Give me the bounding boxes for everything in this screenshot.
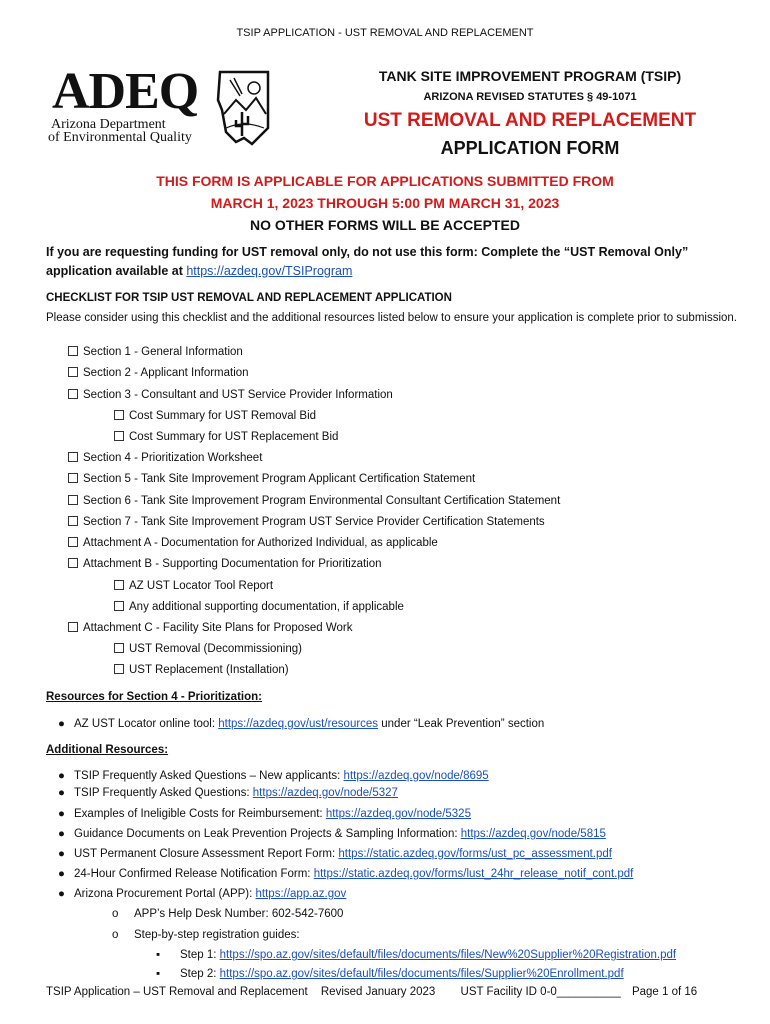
checklist-item-label: Section 7 - Tank Site Improvement Program UST Service Provider Certification Statements — [83, 516, 545, 528]
resource-link[interactable]: https://static.azdeq.gov/forms/ust_pc_assessment.pdf — [338, 848, 612, 860]
resource-link[interactable]: https://spo.az.gov/sites/default/files/documents/files/Supplier%20Enrollment.pdf — [219, 968, 624, 980]
resource-item — [58, 787, 398, 799]
checkbox[interactable] — [68, 495, 78, 505]
checklist-item-label: Section 4 - Prioritization Worksheet — [83, 452, 263, 464]
checkbox[interactable] — [114, 664, 124, 674]
checkbox[interactable] — [68, 516, 78, 526]
checklist-item-label: Section 3 - Consultant and UST Service Provider Information — [83, 389, 393, 401]
resource-text: Step 2: — [180, 968, 220, 980]
resource-link[interactable]: https://spo.az.gov/sites/default/files/documents/files/New%20Supplier%20Registration.pdf — [219, 949, 677, 961]
prioritization-item — [58, 718, 544, 730]
resource-text: TSIP Frequently Asked Questions – New applicants: — [74, 770, 344, 782]
bullet-icon: ▪ — [156, 949, 161, 961]
additional-resources-heading: Additional Resources: — [46, 744, 169, 756]
resource-item — [58, 848, 612, 860]
footer-doc-title: TSIP Application – UST Removal and Replacement — [46, 986, 308, 998]
resource-item — [58, 828, 606, 840]
resource-text: Step 1: — [180, 949, 220, 961]
checklist-item-label: Attachment A - Documentation for Authorized Individual, as applicable — [83, 537, 438, 549]
form-name: UST REMOVAL AND REPLACEMENT — [363, 110, 697, 131]
resource-link[interactable]: https://azdeq.gov/node/5327 — [252, 787, 398, 799]
resource-text: Guidance Documents on Leak Prevention Projects & Sampling Information: — [74, 828, 461, 840]
bullet-icon: ● — [58, 888, 65, 900]
resource-item — [112, 908, 343, 920]
checklist-item — [114, 643, 302, 655]
checkbox[interactable] — [68, 367, 78, 377]
resource-link[interactable]: https://app.az.gov — [255, 888, 347, 900]
bullet-icon: ● — [58, 828, 65, 840]
checklist-item — [68, 367, 249, 379]
bullet-icon: o — [112, 908, 119, 920]
checklist-item — [68, 346, 243, 358]
resource-text: Examples of Ineligible Costs for Reimbursement: — [74, 808, 326, 820]
checklist-item-label: Attachment B - Supporting Documentation for Prioritization — [83, 558, 382, 570]
checklist-item-label: UST Removal (Decommissioning) — [129, 643, 302, 655]
checkbox[interactable] — [114, 580, 124, 590]
checkbox[interactable] — [114, 643, 124, 653]
program-title: TANK SITE IMPROVEMENT PROGRAM (TSIP) — [378, 68, 682, 84]
resource-item — [58, 770, 489, 782]
resource-item — [156, 968, 624, 980]
resource-text: APP’s Help Desk Number: 602-542-7600 — [134, 908, 344, 920]
checklist-item — [68, 452, 262, 464]
checklist-item — [68, 537, 438, 549]
prioritization-text: AZ UST Locator online tool: — [74, 718, 219, 730]
checkbox[interactable] — [68, 473, 78, 483]
checklist-item-label: Section 6 - Tank Site Improvement Program Environmental Consultant Certification Statement — [83, 495, 561, 507]
resource-link[interactable]: https://azdeq.gov/node/8695 — [343, 770, 489, 782]
prioritization-suffix: under “Leak Prevention” section — [378, 718, 545, 730]
resource-item — [58, 888, 346, 900]
adeq-logo — [48, 63, 276, 148]
checklist-item-label: Attachment C - Facility Site Plans for Proposed Work — [83, 622, 353, 634]
checklist-item — [114, 431, 338, 443]
resource-item — [156, 949, 676, 961]
resource-link[interactable]: https://azdeq.gov/node/5325 — [325, 808, 471, 820]
checklist-item — [68, 558, 382, 570]
checklist-item — [68, 473, 475, 485]
notice-line1: THIS FORM IS APPLICABLE FOR APPLICATIONS SUBMITTED FROM — [156, 173, 614, 189]
running-header: TSIP APPLICATION - UST REMOVAL AND REPLACEMENT — [236, 27, 534, 39]
checklist-item — [68, 622, 353, 634]
resource-item — [58, 868, 633, 880]
logo-dept-line2: of Environmental Quality — [48, 130, 192, 145]
ust-resources-link[interactable]: https://azdeq.gov/ust/resources — [218, 718, 379, 730]
prioritization-heading: Resources for Section 4 - Prioritization: — [46, 691, 262, 703]
checkbox[interactable] — [114, 410, 124, 420]
bullet-icon: ▪ — [156, 968, 161, 980]
checkbox[interactable] — [68, 537, 78, 547]
checkbox[interactable] — [114, 601, 124, 611]
checklist-item — [114, 580, 273, 592]
checkbox[interactable] — [68, 452, 78, 462]
notice-line3: NO OTHER FORMS WILL BE ACCEPTED — [250, 217, 520, 233]
checklist-item-label: AZ UST Locator Tool Report — [129, 580, 274, 592]
footer-page-number: Page 1 of 16 — [631, 986, 698, 998]
page-footer — [46, 986, 746, 998]
checklist-item-label: UST Replacement (Installation) — [129, 664, 289, 676]
logo-wordmark: ADEQ — [52, 63, 199, 120]
resource-text: Arizona Procurement Portal (APP): — [74, 888, 256, 900]
bullet-icon: o — [112, 929, 119, 941]
resource-link[interactable]: https://static.azdeq.gov/forms/lust_24hr_release_notif_cont.pdf — [313, 868, 634, 880]
resource-item — [112, 929, 300, 941]
checklist-item — [68, 495, 560, 507]
checklist-description: Please consider using this checklist and the additional resources listed below to ensure your application is complete prior to submission. — [46, 312, 738, 324]
checklist-item-label: Cost Summary for UST Removal Bid — [129, 410, 317, 422]
checklist-heading: CHECKLIST FOR TSIP UST REMOVAL AND REPLACEMENT APPLICATION — [46, 292, 452, 304]
notice-line2: MARCH 1, 2023 THROUGH 5:00 PM MARCH 31, 2023 — [210, 195, 560, 211]
resource-text: UST Permanent Closure Assessment Report Form: — [74, 848, 339, 860]
resource-text: TSIP Frequently Asked Questions: — [74, 787, 253, 799]
checkbox[interactable] — [114, 431, 124, 441]
checklist-item — [114, 601, 404, 613]
bullet-icon: ● — [58, 718, 65, 730]
arizona-state-emblem-icon — [216, 70, 272, 146]
statute-line: ARIZONA REVISED STATUTES § 49-1071 — [423, 91, 637, 103]
checklist-item-label: Cost Summary for UST Replacement Bid — [129, 431, 339, 443]
tsip-program-link[interactable]: https://azdeq.gov/TSIProgram — [186, 264, 353, 278]
bullet-icon: ● — [58, 770, 65, 782]
footer-revised: Revised January 2023 — [320, 986, 436, 998]
bullet-icon: ● — [58, 808, 65, 820]
checklist-item — [114, 410, 316, 422]
logo-dept-line1: Arizona Department — [51, 117, 166, 132]
checklist-item — [68, 389, 393, 401]
checklist-item-label: Section 5 - Tank Site Improvement Program Applicant Certification Statement — [83, 473, 476, 485]
checkbox[interactable] — [68, 622, 78, 632]
bullet-icon: ● — [58, 848, 65, 860]
form-type: APPLICATION FORM — [440, 138, 620, 158]
checklist-item-label: Section 2 - Applicant Information — [83, 367, 249, 379]
footer-facility-id: UST Facility ID 0-0__________ — [460, 986, 621, 998]
resource-text: 24-Hour Confirmed Release Notification Form: — [74, 868, 314, 880]
resource-item — [58, 808, 471, 820]
checklist-item-label: Section 1 - General Information — [83, 346, 243, 358]
checklist-item — [68, 516, 545, 528]
checklist-item-label: Any additional supporting documentation, if applicable — [129, 601, 404, 613]
intro-text: If you are requesting funding for UST removal only, do not use this form: Complete the “UST Removal Only” application available at — [46, 245, 689, 278]
intro-paragraph — [46, 243, 746, 281]
resource-text: Step-by-step registration guides: — [134, 929, 300, 941]
bullet-icon: ● — [58, 787, 65, 799]
resource-link[interactable]: https://azdeq.gov/node/5815 — [460, 828, 606, 840]
checkbox[interactable] — [68, 346, 78, 356]
bullet-icon: ● — [58, 868, 65, 880]
checkbox[interactable] — [68, 389, 78, 399]
checklist-item — [114, 664, 289, 676]
checkbox[interactable] — [68, 558, 78, 568]
